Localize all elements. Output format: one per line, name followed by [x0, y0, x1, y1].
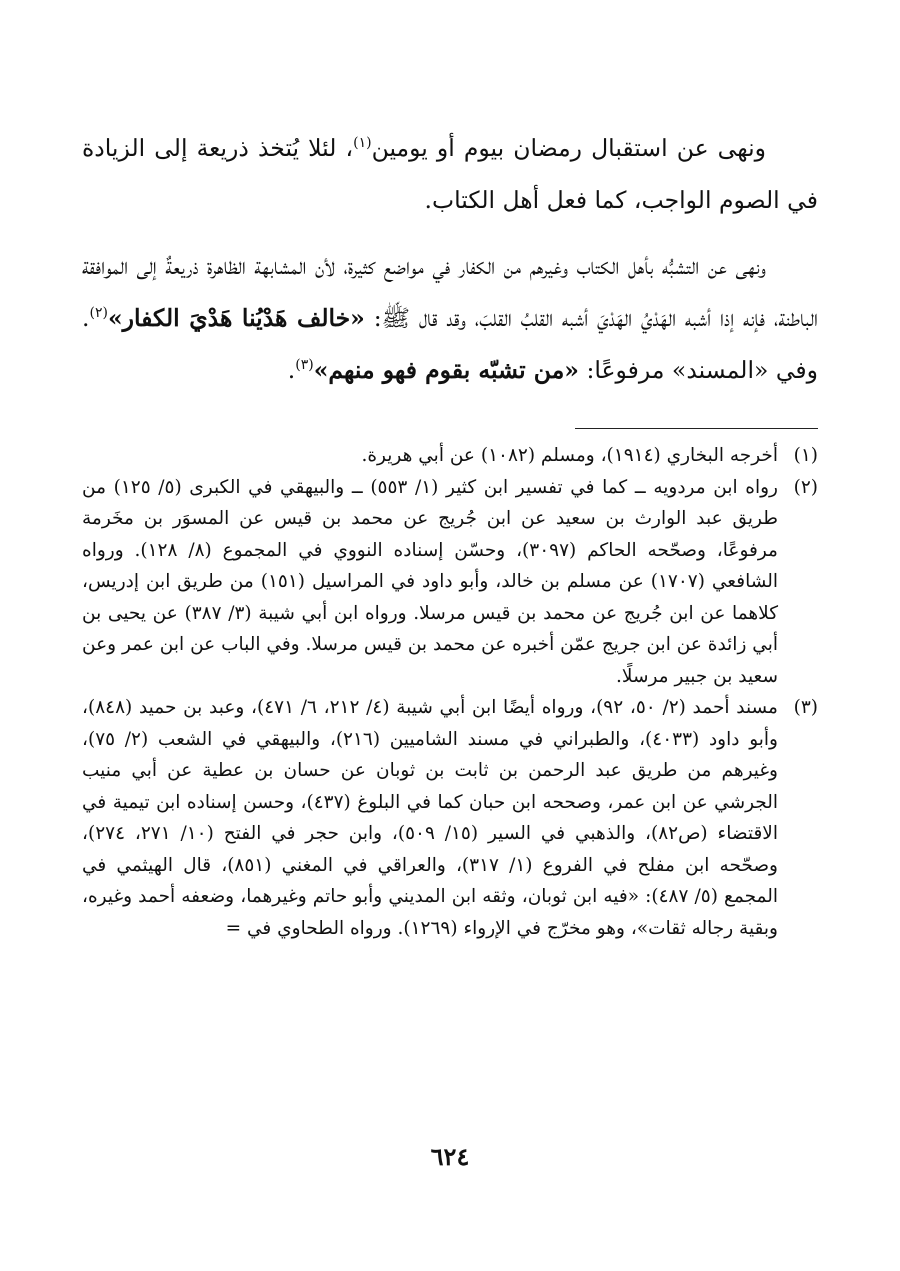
footnote-text: رواه ابن مردويه ــ كما في تفسير ابن كثير (١/ ٥٥٣) ــ والبيهقي في الكبرى (٥/ ١٢٥) من طريق عبد الوارث بن سعيد عن ابن جُريج عن محمد بن قيس عن المسوَر بن مخَرمة مرفوعًا، وصحّحه الحاكم (٣٠٩٧)، وحسّن إسناده النووي في المجموع (٨/ ١٢٨). ورواه الشافعي (١٧٠٧) عن مسلم بن خالد، وأبو داود في المراسيل (١٥١) من طريق ابن إدريس، كلاهما عن ابن جُريج عن محمد بن قيس مرسلا. ورواه ابن أبي شيبة (٣/ ٣٨٧) عن يحيى بن أبي زائدة عن ابن جريج عمّن أخبره عن محمد بن قيس مرسلا. وفي الباب عن ابن عمر وعن سعيد بن جبير مرسلًا.	[82, 476, 778, 687]
footnote-number: (٣)	[793, 697, 818, 718]
paragraph-1	[82, 122, 818, 226]
footnote-3	[82, 692, 818, 944]
page-number: ٦٢٤	[430, 1142, 470, 1171]
hadith-quote-2: «من تشبّه بقوم فهو منهم»	[313, 356, 579, 384]
paragraph-2-end: .	[287, 356, 296, 384]
footnote-marker-1: (١)	[353, 135, 372, 152]
footnote-separator	[575, 428, 818, 429]
footnote-marker-2: (٢)	[89, 305, 108, 322]
footnote-number: (٢)	[793, 476, 818, 498]
footnotes	[82, 440, 818, 944]
main-text	[82, 122, 818, 410]
footnote-2	[82, 472, 818, 693]
footnote-number: (١)	[793, 445, 818, 466]
paragraph-1-text: ونهى عن استقبال رمضان بيوم أو يومين	[371, 134, 766, 162]
footnote-1	[82, 440, 818, 472]
paragraph-1-text-end: ، لئلا يُتخذ ذريعة إلى الزيادة في الصوم الواجب، كما فعل أهل الكتاب.	[82, 134, 818, 214]
paragraph-2-connector: . وفي «المسند» مرفوعًا:	[82, 304, 818, 384]
paragraph-2-text: ونهى عن التشبُّه بأهل الكتاب وغيرهم من الكفار في مواضع كثيرة، لأن المشابهة الظاهرة ذريعةٌ إلى الموافقة الباطنة، فإنه إذا أشبه الهَدْيُ الهَدْيَ أشبه القلبُ القلبَ، وقد قال ﷺ:	[82, 252, 818, 332]
paragraph-2	[82, 240, 818, 396]
hadith-quote-1: «خالف هَدْيُنا هَدْيَ الكفار»	[107, 304, 365, 332]
footnote-marker-3: (٣)	[295, 357, 314, 374]
footnote-text: أخرجه البخاري (١٩١٤)، ومسلم (١٠٨٢) عن أبي هريرة.	[361, 445, 778, 466]
footnote-text: مسند أحمد (٢/ ٥٠، ٩٢)، ورواه أيضًا ابن أبي شيبة (٤/ ٢١٢، ٦/ ٤٧١)، وعبد بن حميد (٨٤٨)، وأبو داود (٤٠٣٣)، والطبراني في مسند الشاميين (٢١٦)، والبيهقي في الشعب (٢/ ٧٥)، وغيرهم من طريق عبد الرحمن بن ثابت بن ثوبان عن حسان بن عطية عن أبي منيب الجرشي عن ابن عمر، وصححه ابن حبان كما في البلوغ (٤٣٧)، وحسن إسناده ابن تيمية في الاقتضاء (ص٨٢)، والذهبي في السير (١٥/ ٥٠٩)، وابن حجر في الفتح (١٠/ ٢٧١، ٢٧٤)، وصحّحه ابن مفلح في الفروع (١/ ٣١٧)، والعراقي في المغني (٨٥١)، قال الهيثمي في المجمع (٥/ ٤٨٧): «فيه ابن ثوبان، وثقه ابن المديني وأبو حاتم وغيرهما، وضعفه أحمد وغيره، وبقية رجاله ثقات»، وهو مخرّج في الإرواء (١٢٦٩). ورواه الطحاوي في =	[82, 697, 779, 939]
